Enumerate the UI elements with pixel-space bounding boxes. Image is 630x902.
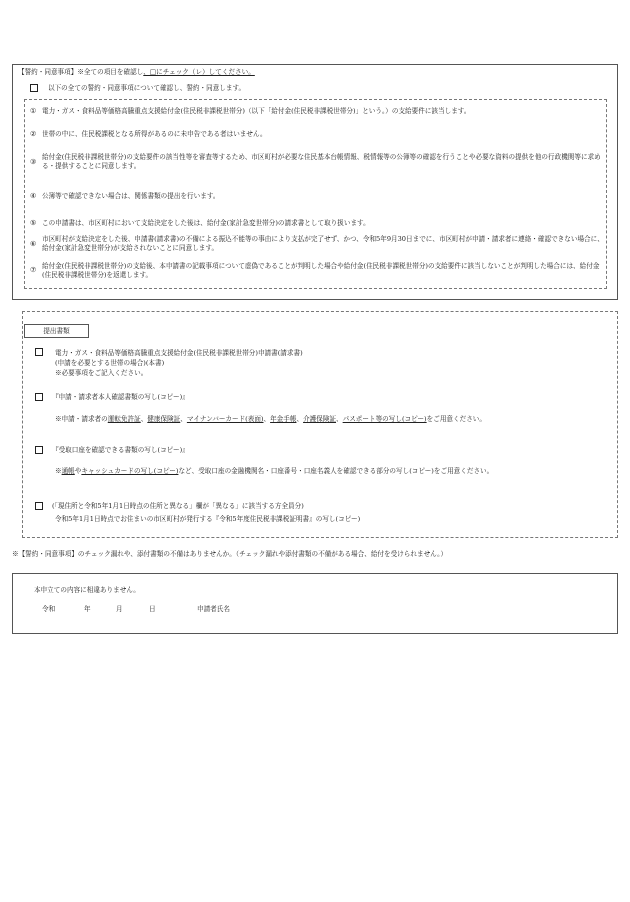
date-year-label: 年 [84, 605, 91, 613]
doc-id-care: 介護保険証 [303, 415, 337, 423]
doc-application-instruction: ※必要事項をご記入ください。 [55, 369, 148, 377]
doc-bank-title: 『受取口座を確認できる書類の写し(コピー)』 [52, 446, 189, 454]
item-number-1: ① [30, 107, 37, 115]
date-day-label: 日 [149, 605, 156, 613]
item-number-4: ④ [30, 192, 37, 200]
doc-id-mynumber: マイナンバーカード(表面) [186, 415, 264, 423]
doc-checkbox-tax-certificate[interactable] [35, 502, 43, 510]
doc-bank-examples [55, 467, 590, 476]
item-number-7: ⑦ [30, 266, 37, 274]
doc-id-passport: パスポート等の写し(コピー) [342, 415, 427, 423]
doc-tax-condition: (「現住所と令和5年1月1日時点の住所と異なる」欄が「異なる」に該当する方全員分) [52, 502, 304, 510]
applicant-name-label: 申請者氏名 [197, 605, 230, 613]
pledge-item-6: 市区町村が支給決定をした後、申請書(請求書)の不備による振込不能等の事由により支払が完了せず、かつ、令和5年9月30日までに、市区町村が申請・請求者に連絡・確認できない場合に、給付金(家計急変世帯分)が支給されないことに同意します。 [42, 235, 604, 252]
doc-id-title: 『申請・請求者本人確認書類の写し(コピー)』 [52, 393, 189, 401]
doc-bank-passbook: 通帳 [61, 467, 75, 475]
date-era-label: 令和 [42, 605, 56, 613]
doc-bank-suffix: など、受取口座の金融機関名・口座番号・口座名義人を確認できる部分の写し(コピー)をご用意ください。 [178, 467, 494, 475]
date-month-label: 月 [116, 605, 123, 613]
doc-tax-certificate: 令和5年1月1日時点でお住まいの市区町村が発行する『令和5年度住民税非課税証明書』の写し(コピー) [55, 515, 361, 523]
separator: 、 [336, 415, 343, 423]
doc-id-prefix: ※申請・請求者の [55, 415, 108, 423]
documents-title: 提出書類 [24, 324, 89, 338]
doc-bank-cashcard: キャッシュカードの写し(コピー) [81, 467, 179, 475]
item-number-5: ⑤ [30, 219, 37, 227]
pledge-heading [18, 68, 255, 77]
pledge-item-2: 世帯の中に、住民税課税となる所得があるのに未申告である者はいません。 [42, 130, 267, 138]
pledge-check-label: 以下の全ての誓約・同意事項について確認し、誓約・同意します。 [48, 84, 246, 92]
confirmation-box [12, 573, 618, 634]
doc-id-license: 運転免許証 [107, 415, 141, 423]
doc-id-insurance: 健康保険証 [147, 415, 181, 423]
confirmation-statement: 本申立ての内容に相違ありません。 [34, 586, 140, 594]
doc-id-examples [55, 415, 486, 424]
item-number-3: ③ [30, 158, 37, 166]
doc-bank-or: や [74, 467, 82, 475]
doc-application-note: (申請を必要とする世帯の場合)(本書) [55, 359, 165, 367]
doc-checkbox-bank[interactable] [35, 446, 43, 454]
doc-bank-prefix: ※ [55, 467, 62, 475]
separator: 、 [263, 415, 271, 423]
separator: 、 [140, 415, 148, 423]
pledge-item-5: この申請書は、市区町村において支給決定をした後は、給付金(家計急変世帯分)の請求書として取り扱います。 [42, 219, 370, 227]
pledge-heading-text: 【誓約・同意事項】※全ての項目を確認し [18, 68, 144, 76]
separator: 、 [180, 415, 187, 423]
doc-checkbox-application[interactable] [35, 348, 43, 356]
doc-id-pension: 年金手帳 [270, 415, 297, 423]
pledge-item-3: 給付金(住民税非課税世帯分)の支給要件の該当性等を審査等するため、市区町村が必要な住民基本台帳情報、税情報等の公簿等の確認を行うことや必要な資料の提供を他の行政機関等に求める・提供することに同意します。 [42, 153, 601, 170]
item-number-2: ② [30, 130, 37, 138]
pledge-item-1: 電力・ガス・食料品等価格高騰重点支援給付金(住民税非課税世帯分)（以下「給付金(住民税非課税世帯分)」という。）の支給要件に該当します。 [42, 107, 471, 115]
pledge-checkbox[interactable] [30, 84, 38, 92]
doc-id-suffix: をご用意ください。 [426, 415, 486, 423]
notice-text: ※【誓約・同意事項】のチェック漏れや、添付書類の不備はありませんか。（チェック漏れや添付書類の不備がある場合、給付を受けられません。） [12, 550, 448, 558]
item-number-6: ⑥ [30, 240, 37, 248]
separator: 、 [296, 415, 304, 423]
pledge-item-7: 給付金(住民税非課税世帯分)の支給後、本申請書の記載事項について虚偽であることが判明した場合や給付金(住民税非課税世帯分)の支給要件に該当しないことが判明した場合には、給付金(住民税非課税世帯分)を返還します。 [42, 262, 600, 279]
pledge-item-4: 公簿等で確認できない場合は、関係書類の提出を行います。 [42, 192, 220, 200]
doc-checkbox-id[interactable] [35, 393, 43, 401]
doc-application-title: 電力・ガス・食料品等価格高騰重点支援給付金(住民税非課税世帯分)申請書(請求書) [55, 349, 303, 357]
pledge-heading-instruction: 、□にチェック（レ）してください。 [143, 68, 255, 76]
